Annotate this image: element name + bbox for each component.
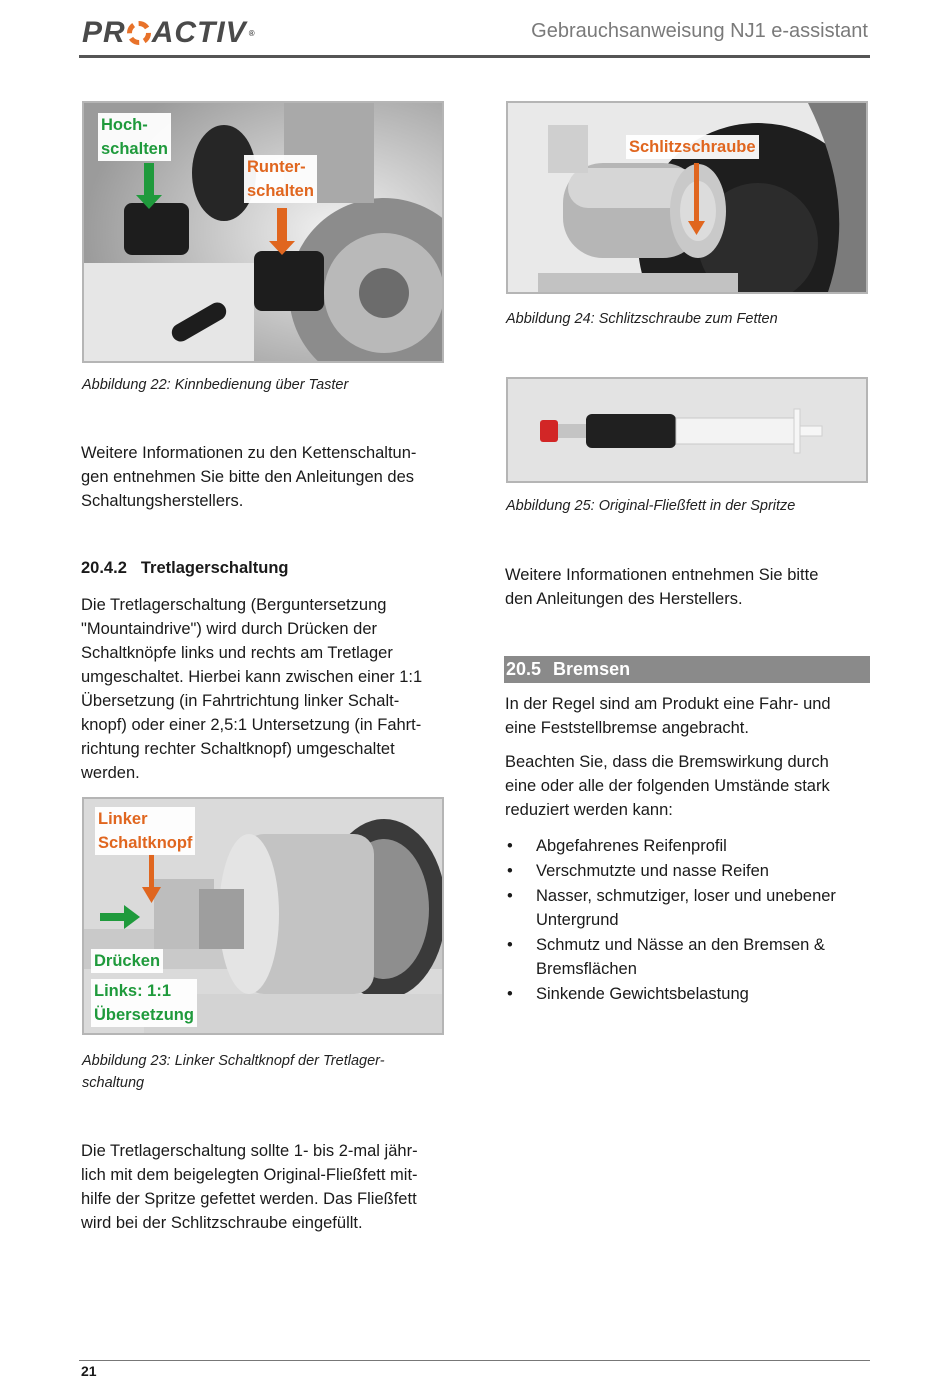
figure-25-syringe-illustration <box>508 379 866 481</box>
section-heading-bar <box>504 656 870 683</box>
page-number: 21 <box>81 1363 97 1379</box>
logo-text-left: PR <box>82 16 126 49</box>
figure-23-caption: Abbildung 23: Linker Schaltknopf der Tretlager- schaltung <box>82 1053 385 1091</box>
label-runterschalten: Runter- schalten <box>244 155 317 203</box>
proactiv-logo <box>82 16 256 50</box>
paragraph-tretlager: Die Tretlagerschaltung (Berguntersetzung "Mountaindrive") wird durch Drücken der Schaltknöpfe links und rechts am Tretlager umgeschaltet. Hierbei kann zwischen einer 1:1 Übersetzung (in Fahrtrichtung linker Schalt- knopf) oder einer 2,5:1 Untersetzung (in Fahrt- richtung rechter Schaltknopf) umgeschaltet werden. <box>81 596 423 782</box>
figure-22-photo <box>82 101 444 363</box>
label-hochschalten: Hoch- schalten <box>98 113 171 161</box>
label-links-uebersetzung: Links: 1:1 Übersetzung <box>91 979 197 1027</box>
label-schlitzschraube: Schlitzschraube <box>626 135 759 159</box>
label-linker-schaltknopf: Linker Schaltknopf <box>95 807 195 855</box>
section-title: Bremsen <box>553 659 631 679</box>
footer-rule <box>79 1360 870 1361</box>
list-item: • Schmutz und Nässe an den Bremsen & Bremsflächen <box>505 933 870 981</box>
label-druecken: Drücken <box>91 949 163 973</box>
figure-22-caption: Abbildung 22: Kinnbedienung über Taster <box>82 377 349 393</box>
section-number: 20.5 <box>506 659 542 679</box>
paragraph-brakes-warning: Beachten Sie, dass die Bremswirkung durch eine oder alle der folgenden Umstände stark reduziert werden kann: <box>505 753 830 819</box>
brake-conditions-list <box>505 834 870 1007</box>
list-item: • Verschmutzte und nasse Reifen <box>505 859 870 883</box>
header-rule <box>79 55 870 58</box>
figure-24-caption: Abbildung 24: Schlitzschraube zum Fetten <box>506 311 778 327</box>
list-item: • Sinkende Gewichtsbelastung <box>505 982 870 1006</box>
logo-ring-icon <box>127 21 151 45</box>
figure-24-photo <box>506 101 868 294</box>
subsection-heading <box>81 559 289 578</box>
document-title: Gebrauchsanweisung NJ1 e-assistant <box>531 20 868 42</box>
figure-25-caption: Abbildung 25: Original-Fließfett in der Spritze <box>506 498 796 514</box>
logo-text-right: ACTIV <box>151 16 247 49</box>
subsection-number: 20.4.2 <box>81 559 127 577</box>
figure-23-photo <box>82 797 444 1035</box>
paragraph-chain-info: Weitere Informationen zu den Kettenschaltun- gen entnehmen Sie bitte den Anleitungen des Schaltungsherstellers. <box>81 444 417 510</box>
logo-registered-mark: ® <box>248 28 256 38</box>
paragraph-brakes-intro: In der Regel sind am Produkt eine Fahr- und eine Feststellbremse angebracht. <box>505 695 831 737</box>
list-item: • Nasser, schmutziger, loser und unebener Untergrund <box>505 884 870 932</box>
figure-25-photo <box>506 377 868 483</box>
paragraph-manufacturer-info: Weitere Informationen entnehmen Sie bitte den Anleitungen des Herstellers. <box>505 566 819 608</box>
figure-24-illustration <box>508 103 866 292</box>
list-item: • Abgefahrenes Reifenprofil <box>505 834 870 858</box>
subsection-title: Tretlagerschaltung <box>140 559 289 577</box>
paragraph-lubrication: Die Tretlagerschaltung sollte 1- bis 2-mal jähr- lich mit dem beigelegten Original-Fließfett mit- hilfe der Spritze gefettet werden. Das Fließfett wird bei der Schlitzschraube eingefüllt. <box>81 1142 418 1232</box>
